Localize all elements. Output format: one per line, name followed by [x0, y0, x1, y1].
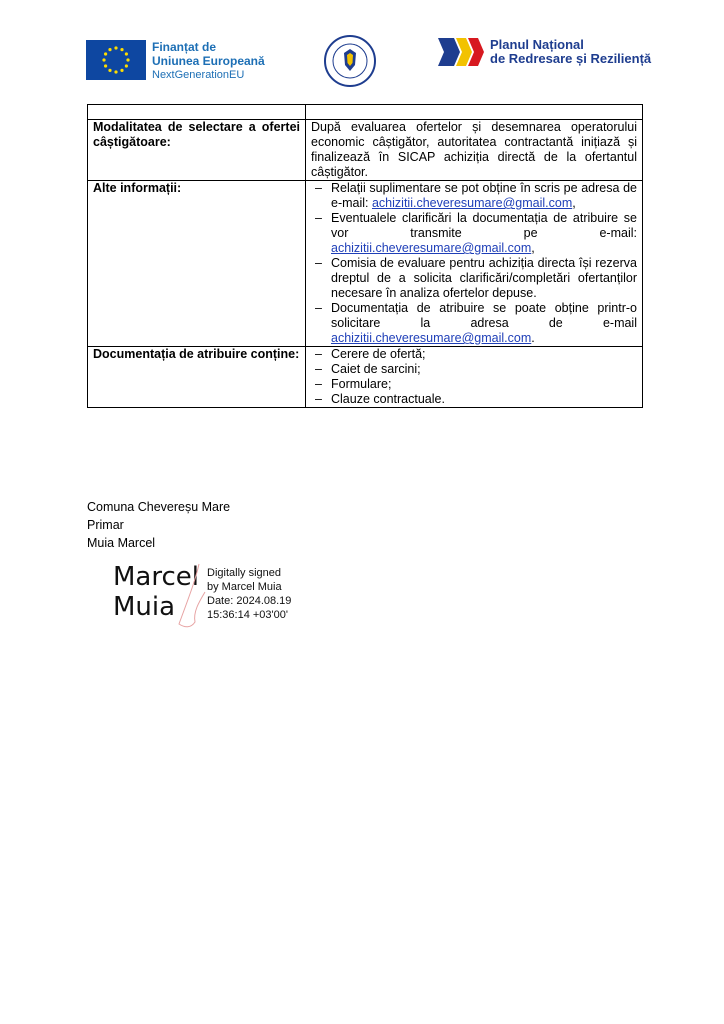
eu-logo-line1: Finanțat de — [152, 40, 217, 54]
list-item: – Comisia de evaluare pentru achiziția directa își rezerva dreptul de a solicita clarificări/completări ofertanților necesare în analiza ofertelor depuse. — [311, 256, 637, 301]
eu-logo-line3: NextGenerationEU — [152, 69, 245, 81]
email-link[interactable]: achizitii.cheveresumare@gmail.com — [331, 241, 532, 255]
eu-logo-line2: Uniunea Europeană — [152, 54, 265, 68]
list-item: – Formulare; — [311, 377, 637, 392]
documentation-value — [306, 347, 643, 408]
info-table — [87, 104, 643, 408]
government-seal-icon — [324, 35, 376, 87]
list-item: – Caiet de sarcini; — [311, 362, 637, 377]
stamp-line1: Digitally signed — [207, 567, 281, 579]
other-info-value — [306, 181, 643, 347]
other-info-label: Alte informații: — [88, 181, 306, 347]
signature-block — [87, 498, 230, 552]
table-cell-value — [306, 105, 643, 120]
selection-method-value: După evaluarea ofertelor și desemnarea operatorului economic câștigător, autoritatea contractantă inițiază și finalizează în SICAP achiziția directă de la ofertantul câștigător. — [306, 120, 643, 181]
table-row — [88, 347, 643, 408]
table-row — [88, 120, 643, 181]
stamp-line3: Date: 2024.08.19 — [207, 595, 292, 607]
selection-method-label: Modalitatea de selectare a ofertei câștigătoare: — [88, 120, 306, 181]
digital-signature — [113, 562, 333, 634]
pnrr-logo — [438, 38, 651, 66]
pnrr-logo-line1: Planul Național — [490, 37, 584, 52]
signature-name: Muia Marcel — [87, 536, 156, 550]
documentation-label: Documentația de atribuire conține: — [88, 347, 306, 408]
list-item: – Clauze contractuale. — [311, 392, 637, 407]
eu-flag-icon — [86, 40, 146, 80]
list-item: – Cerere de ofertă; — [311, 347, 637, 362]
eu-funding-logo — [86, 40, 265, 82]
signature-org: Comuna Chevereșu Mare — [87, 500, 231, 514]
email-link[interactable]: achizitii.cheveresumare@gmail.com — [371, 196, 573, 210]
stamp-line2: by Marcel Muia — [207, 581, 282, 593]
digital-signature-stamp — [207, 566, 291, 622]
other-info-list — [311, 181, 637, 346]
documentation-list — [311, 347, 637, 407]
table-row — [88, 181, 643, 347]
signature-role: Primar — [87, 518, 124, 532]
list-item: – Documentația de atribuire se poate obține printr-o solicitare la adresa de e-mail achizitii.cheveresumare@gmail.com. — [311, 301, 637, 346]
stamp-line4: 15:36:14 +03'00' — [207, 609, 288, 621]
digital-signature-last: Muia — [113, 592, 176, 622]
pnrr-logo-line2: de Redresare și Reziliență — [490, 51, 652, 66]
email-link[interactable]: achizitii.cheveresumare@gmail.com — [331, 331, 532, 345]
list-item: – Eventualele clarificări la documentația de atribuire se vor transmite pe e-mail: achizitii.cheveresumare@gmail.com, — [311, 211, 637, 256]
digital-signature-first: Marcel — [113, 562, 199, 592]
list-item: – Relații suplimentare se pot obține în scris pe adresa de e-mail: achizitii.cheveresumare@gmail.com, — [311, 181, 637, 211]
pnrr-flag-icon — [438, 38, 486, 66]
table-cell-label — [88, 105, 306, 120]
table-row — [88, 105, 643, 120]
